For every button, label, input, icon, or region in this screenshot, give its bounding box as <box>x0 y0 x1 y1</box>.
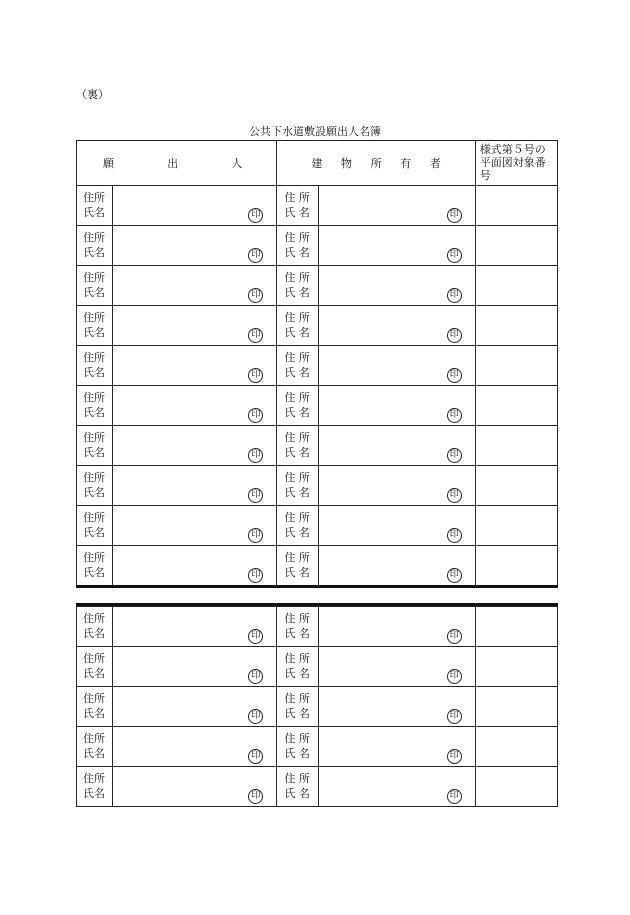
table-row <box>77 426 558 466</box>
owner-header-char: 所 <box>370 157 382 170</box>
applicant-entry-field[interactable] <box>113 466 277 506</box>
owner-address-name-label-cell <box>277 727 319 767</box>
applicant-entry-field[interactable] <box>113 647 277 687</box>
table-row <box>77 226 558 266</box>
seal-icon: 印 <box>447 288 462 303</box>
applicant-entry-field[interactable] <box>113 727 277 767</box>
applicant-address-name-label-cell <box>77 386 113 426</box>
owner-entry-field[interactable] <box>319 226 475 266</box>
applicant-address-name-label-cell <box>77 607 113 647</box>
owner-address-name-label-cell <box>277 306 319 346</box>
applicant-address-name-label-cell <box>77 647 113 687</box>
plan-number-header-text: 様式第５号の平面図対象番号 <box>479 143 546 182</box>
plan-number-field[interactable] <box>475 767 557 807</box>
owner-header-char: 建 <box>311 157 323 170</box>
owner-address-name-label: 住 所 氏 名 <box>284 311 310 339</box>
owner-address-name-label: 住 所 氏 名 <box>284 231 310 259</box>
seal-icon: 印 <box>248 669 263 684</box>
table-row <box>77 306 558 346</box>
applicant-address-name-label: 住所 氏名 <box>83 231 105 259</box>
seal-icon: 印 <box>447 328 462 343</box>
seal-icon: 印 <box>248 488 263 503</box>
owner-address-name-label: 住 所 氏 名 <box>284 471 310 499</box>
seal-icon: 印 <box>248 248 263 263</box>
plan-number-field[interactable] <box>475 607 557 647</box>
applicant-register-table-continued <box>76 606 558 807</box>
owner-address-name-label-cell <box>277 506 319 546</box>
applicant-address-name-label-cell <box>77 767 113 807</box>
owner-address-name-label: 住 所 氏 名 <box>284 612 310 640</box>
owner-header-char: 物 <box>340 157 352 170</box>
plan-number-field[interactable] <box>475 546 557 586</box>
applicant-address-name-label: 住所 氏名 <box>83 391 105 419</box>
owner-entry-field[interactable] <box>319 687 475 727</box>
applicant-address-name-label-cell <box>77 687 113 727</box>
owner-address-name-label: 住 所 氏 名 <box>284 551 310 579</box>
seal-icon: 印 <box>447 709 462 724</box>
applicant-address-name-label-cell <box>77 466 113 506</box>
plan-number-field[interactable] <box>475 506 557 546</box>
owner-address-name-label: 住 所 氏 名 <box>284 652 310 680</box>
plan-number-field[interactable] <box>475 266 557 306</box>
seal-icon: 印 <box>248 288 263 303</box>
owner-address-name-label-cell <box>277 546 319 586</box>
table-row <box>77 647 558 687</box>
seal-icon: 印 <box>447 669 462 684</box>
seal-icon: 印 <box>447 368 462 383</box>
applicant-header-char: 人 <box>231 157 243 170</box>
owner-entry-field[interactable] <box>319 386 475 426</box>
applicant-entry-field[interactable] <box>113 266 277 306</box>
plan-number-column-header <box>475 141 557 186</box>
applicant-address-name-label: 住所 氏名 <box>83 191 105 219</box>
applicant-entry-field[interactable] <box>113 386 277 426</box>
applicant-entry-field[interactable] <box>113 346 277 386</box>
owner-header-char: 者 <box>429 157 441 170</box>
applicant-entry-field[interactable] <box>113 426 277 466</box>
table-row <box>77 727 558 767</box>
applicant-address-name-label-cell <box>77 186 113 226</box>
owner-entry-field[interactable] <box>319 466 475 506</box>
seal-icon: 印 <box>447 749 462 764</box>
applicant-address-name-label: 住所 氏名 <box>83 732 105 760</box>
table-row <box>77 266 558 306</box>
owner-entry-field[interactable] <box>319 186 475 226</box>
table-header-row <box>77 141 558 186</box>
table-row <box>77 687 558 727</box>
applicant-address-name-label-cell <box>77 426 113 466</box>
seal-icon: 印 <box>248 448 263 463</box>
applicant-address-name-label: 住所 氏名 <box>83 471 105 499</box>
applicant-address-name-label-cell <box>77 546 113 586</box>
applicant-address-name-label-cell <box>77 266 113 306</box>
table-row <box>77 186 558 226</box>
seal-icon: 印 <box>248 408 263 423</box>
seal-icon: 印 <box>248 368 263 383</box>
applicant-entry-field[interactable] <box>113 546 277 586</box>
owner-address-name-label: 住 所 氏 名 <box>284 191 310 219</box>
seal-icon: 印 <box>447 629 462 644</box>
section-divider-top <box>76 585 558 588</box>
seal-icon: 印 <box>447 448 462 463</box>
plan-number-field[interactable] <box>475 346 557 386</box>
seal-icon: 印 <box>248 709 263 724</box>
owner-entry-field[interactable] <box>319 546 475 586</box>
plan-number-field[interactable] <box>475 727 557 767</box>
applicant-entry-field[interactable] <box>113 306 277 346</box>
owner-entry-field[interactable] <box>319 607 475 647</box>
owner-address-name-label-cell <box>277 607 319 647</box>
owner-entry-field[interactable] <box>319 506 475 546</box>
owner-address-name-label: 住 所 氏 名 <box>284 772 310 800</box>
applicant-register-table <box>76 140 558 586</box>
applicant-address-name-label: 住所 氏名 <box>83 612 105 640</box>
seal-icon: 印 <box>447 248 462 263</box>
applicant-address-name-label-cell <box>77 727 113 767</box>
plan-number-field[interactable] <box>475 226 557 266</box>
plan-number-field[interactable] <box>475 186 557 226</box>
owner-entry-field[interactable] <box>319 647 475 687</box>
applicant-entry-field[interactable] <box>113 767 277 807</box>
seal-icon: 印 <box>447 208 462 223</box>
applicant-address-name-label: 住所 氏名 <box>83 431 105 459</box>
owner-address-name-label: 住 所 氏 名 <box>284 431 310 459</box>
owner-column-header <box>277 141 475 186</box>
plan-number-field[interactable] <box>475 306 557 346</box>
seal-icon: 印 <box>248 789 263 804</box>
plan-number-field[interactable] <box>475 687 557 727</box>
owner-address-name-label-cell <box>277 466 319 506</box>
owner-address-name-label-cell <box>277 266 319 306</box>
owner-address-name-label: 住 所 氏 名 <box>284 511 310 539</box>
applicant-column-header <box>77 141 277 186</box>
seal-icon: 印 <box>248 208 263 223</box>
seal-icon: 印 <box>248 749 263 764</box>
table-row <box>77 346 558 386</box>
owner-address-name-label: 住 所 氏 名 <box>284 391 310 419</box>
owner-address-name-label: 住 所 氏 名 <box>284 351 310 379</box>
table-row <box>77 767 558 807</box>
owner-address-name-label: 住 所 氏 名 <box>284 271 310 299</box>
owner-address-name-label-cell <box>277 767 319 807</box>
applicant-address-name-label: 住所 氏名 <box>83 351 105 379</box>
owner-address-name-label-cell <box>277 647 319 687</box>
applicant-entry-field[interactable] <box>113 687 277 727</box>
owner-address-name-label-cell <box>277 386 319 426</box>
owner-entry-field[interactable] <box>319 346 475 386</box>
applicant-address-name-label: 住所 氏名 <box>83 551 105 579</box>
applicant-address-name-label: 住所 氏名 <box>83 652 105 680</box>
owner-entry-field[interactable] <box>319 767 475 807</box>
seal-icon: 印 <box>248 629 263 644</box>
owner-address-name-label-cell <box>277 687 319 727</box>
applicant-header-char: 出 <box>167 157 179 170</box>
applicant-address-name-label-cell <box>77 226 113 266</box>
seal-icon: 印 <box>447 789 462 804</box>
owner-address-name-label: 住 所 氏 名 <box>284 732 310 760</box>
owner-address-name-label-cell <box>277 186 319 226</box>
applicant-address-name-label: 住所 氏名 <box>83 511 105 539</box>
plan-number-field[interactable] <box>475 426 557 466</box>
applicant-address-name-label: 住所 氏名 <box>83 271 105 299</box>
seal-icon: 印 <box>248 528 263 543</box>
table-row <box>77 466 558 506</box>
plan-number-field[interactable] <box>475 647 557 687</box>
owner-entry-field[interactable] <box>319 426 475 466</box>
plan-number-field[interactable] <box>475 466 557 506</box>
applicant-entry-field[interactable] <box>113 506 277 546</box>
table-row <box>77 386 558 426</box>
applicant-address-name-label: 住所 氏名 <box>83 692 105 720</box>
table-row <box>77 546 558 586</box>
owner-address-name-label-cell <box>277 346 319 386</box>
seal-icon: 印 <box>248 328 263 343</box>
seal-icon: 印 <box>447 488 462 503</box>
applicant-address-name-label-cell <box>77 506 113 546</box>
applicant-address-name-label: 住所 氏名 <box>83 772 105 800</box>
applicant-address-name-label-cell <box>77 346 113 386</box>
applicant-address-name-label-cell <box>77 306 113 346</box>
seal-icon: 印 <box>447 568 462 583</box>
owner-address-name-label-cell <box>277 226 319 266</box>
table-row <box>77 506 558 546</box>
seal-icon: 印 <box>248 568 263 583</box>
owner-address-name-label: 住 所 氏 名 <box>284 692 310 720</box>
owner-entry-field[interactable] <box>319 266 475 306</box>
seal-icon: 印 <box>447 528 462 543</box>
reverse-side-label: （裏） <box>76 88 109 101</box>
table-row <box>77 607 558 647</box>
applicant-address-name-label: 住所 氏名 <box>83 311 105 339</box>
plan-number-field[interactable] <box>475 386 557 426</box>
applicant-entry-field[interactable] <box>113 186 277 226</box>
owner-entry-field[interactable] <box>319 306 475 346</box>
owner-address-name-label-cell <box>277 426 319 466</box>
form-title: 公共下水道敷設願出人名簿 <box>249 125 381 138</box>
owner-header-char: 有 <box>400 157 412 170</box>
applicant-entry-field[interactable] <box>113 607 277 647</box>
owner-entry-field[interactable] <box>319 727 475 767</box>
applicant-entry-field[interactable] <box>113 226 277 266</box>
seal-icon: 印 <box>447 408 462 423</box>
applicant-header-char: 願 <box>103 157 114 170</box>
